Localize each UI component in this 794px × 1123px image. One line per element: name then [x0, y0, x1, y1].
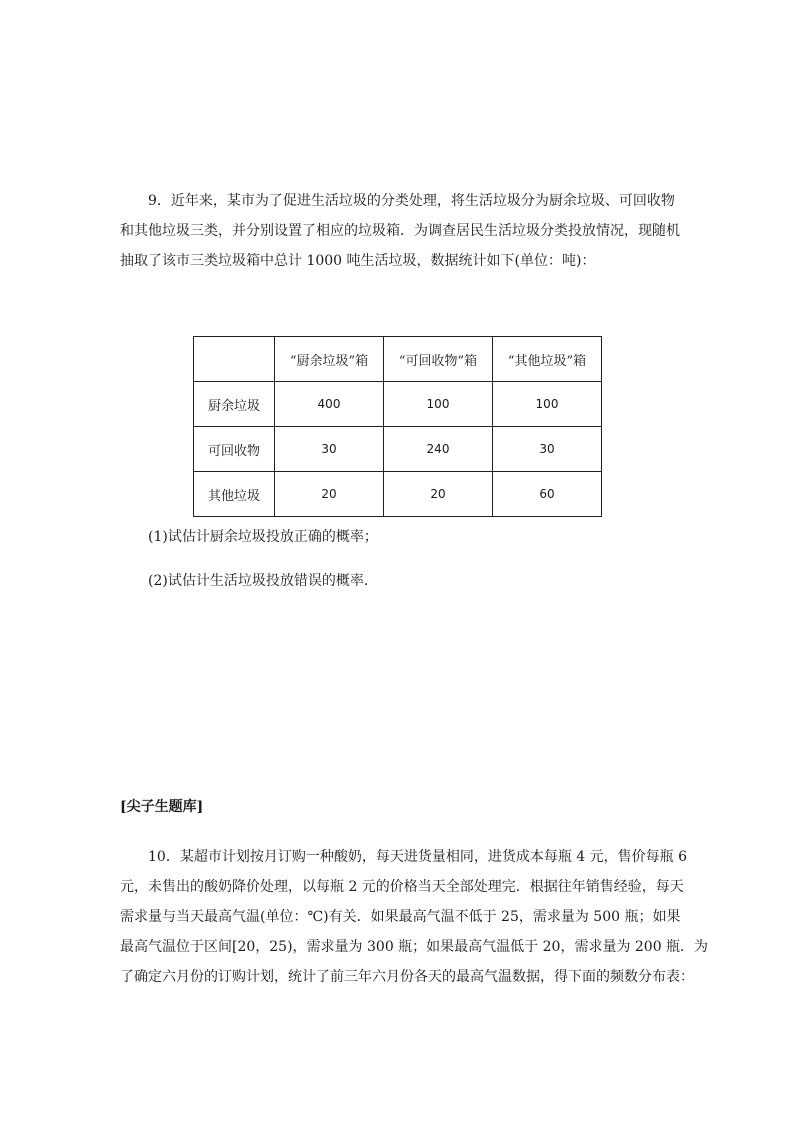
q9-line-1: 9．近年来，某市为了促进生活垃圾的分类处理，将生活垃圾分为厨余垃圾、可回收物	[148, 193, 675, 209]
table-row	[194, 382, 602, 427]
q9-subquestion-2: (2)试估计生活垃圾投放错误的概率．	[148, 573, 378, 589]
table-cell: 100	[384, 382, 493, 427]
header-recyclable-bin: “可回收物”箱	[384, 337, 493, 382]
table-cell: 60	[493, 472, 602, 517]
table-cell: 30	[275, 427, 384, 472]
header-kitchen-bin: “厨余垃圾”箱	[275, 337, 384, 382]
table-cell: 240	[384, 427, 493, 472]
question-9	[120, 186, 680, 276]
q10-line-3: 需求量与当天最高气温(单位：℃)有关．如果最高气温不低于 25，需求量为 500 瓶；如果	[120, 909, 681, 925]
row-label: 其他垃圾	[194, 472, 275, 517]
q9-line-2: 和其他垃圾三类，并分别设置了相应的垃圾箱．为调查居民生活垃圾分类投放情况，现随机	[120, 223, 680, 239]
section-title: [尖子生题库]	[120, 799, 204, 815]
garbage-data-table	[193, 336, 602, 517]
table-cell: 400	[275, 382, 384, 427]
q10-line-4: 最高气温位于区间[20，25)，需求量为 300 瓶；如果最高气温低于 20，需求量为 200 瓶．为	[120, 939, 709, 955]
q9-subquestion-1: (1)试估计厨余垃圾投放正确的概率；	[148, 529, 378, 545]
table-cell: 100	[493, 382, 602, 427]
row-label: 可回收物	[194, 427, 275, 472]
q9-line-3: 抽取了该市三类垃圾箱中总计 1000 吨生活垃圾，数据统计如下(单位：吨)：	[120, 253, 596, 269]
q10-line-1: 10．某超市计划按月订购一种酸奶，每天进货量相同，进货成本每瓶 4 元，售价每瓶 6	[148, 849, 687, 865]
table-header-row	[194, 337, 602, 382]
table-corner-cell	[194, 337, 275, 382]
header-other-bin: “其他垃圾”箱	[493, 337, 602, 382]
table-row	[194, 427, 602, 472]
question-10	[120, 842, 709, 992]
table-cell: 20	[275, 472, 384, 517]
q10-line-5: 了确定六月份的订购计划，统计了前三年六月份各天的最高气温数据，得下面的频数分布表：	[120, 969, 694, 985]
table-cell: 30	[493, 427, 602, 472]
q10-line-2: 元，未售出的酸奶降价处理，以每瓶 2 元的价格当天全部处理完．根据往年销售经验，每天	[120, 879, 684, 895]
table-cell: 20	[384, 472, 493, 517]
row-label: 厨余垃圾	[194, 382, 275, 427]
table-row	[194, 472, 602, 517]
